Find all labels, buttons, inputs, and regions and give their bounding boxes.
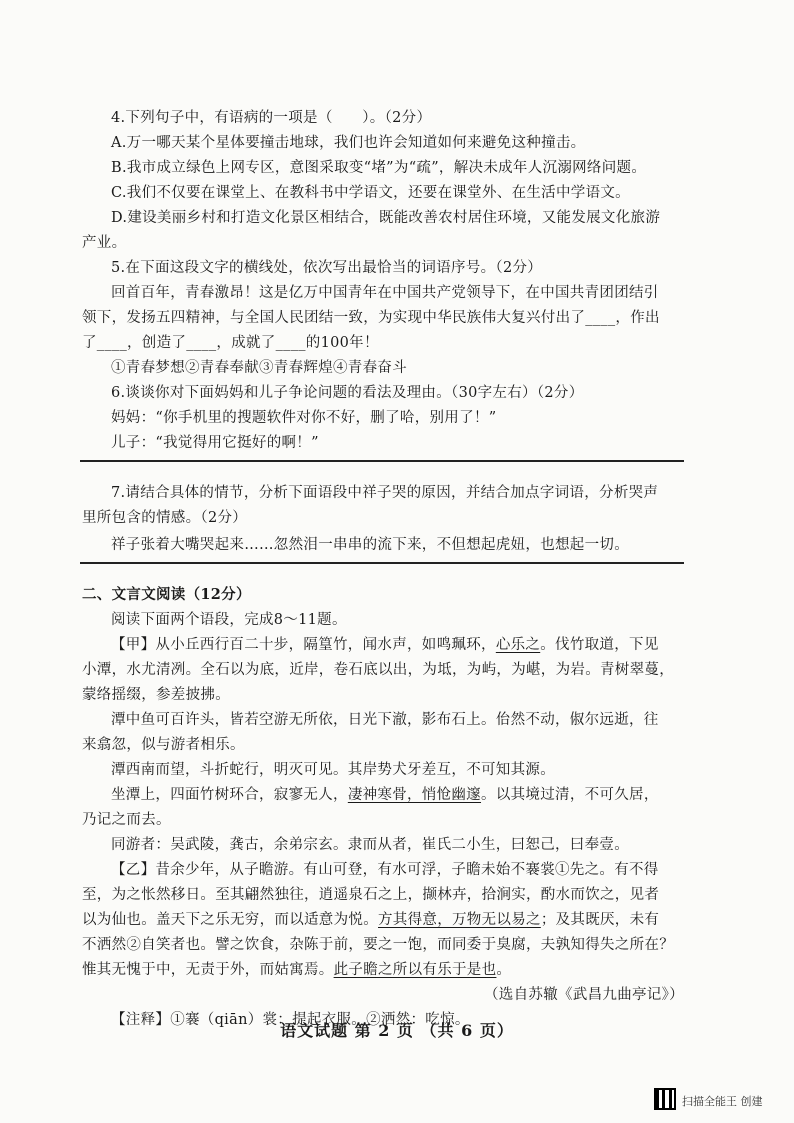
text-line: 妈妈：“你手机里的搜题软件对你不好，删了哈，别用了！”: [111, 410, 497, 426]
passage-jia-line-zuotan: [111, 788, 659, 803]
passage-yi-line3: [82, 913, 659, 928]
underlined-phrase: 此子瞻之所以有乐于是也: [333, 962, 497, 978]
text: 惟其无愧于中，无责于外，而姑寓焉。: [82, 962, 334, 978]
text-line: 来翕忽，似与游者相乐。: [82, 737, 245, 753]
text-line: 5.在下面这段文字的横线处，依次写出最恰当的词语序号。（2分）: [111, 260, 543, 276]
text-line: 【注释】①褰（qiān）裳：提起衣服。②洒然：吃惊。: [111, 1012, 470, 1028]
text: 。伐竹取道，下见: [540, 637, 659, 653]
text: 【甲】从小丘西行百二十步，隔篁竹，闻水声，如鸣珮环，: [111, 637, 496, 653]
scanner-watermark: 扫描全能王 创建: [682, 1095, 763, 1108]
qr-code-icon: [654, 1088, 676, 1110]
text-line: 乃记之而去。: [82, 812, 171, 828]
text-line: 蒙络摇缀，参差披拂。: [82, 687, 230, 703]
underlined-phrase: 方其得意，万物无以易之: [378, 912, 541, 928]
text-line: ①青春梦想②青春奉献③青春辉煌④青春奋斗: [111, 360, 407, 376]
page-footer: 语文试题 第 2 页 （共 6 页）: [280, 1021, 514, 1040]
text-line: B.我市成立绿色上网专区，意图采取变“堵”为“疏”，解决未成年人沉溺网络问题。: [111, 160, 647, 176]
text-line: 潭中鱼可百许头，皆若空游无所依，日光下澈，影布石上。佁然不动，俶尔远逝，往: [111, 712, 659, 728]
text: 。: [496, 962, 512, 978]
text-line: 潭西南而望，斗折蛇行，明灭可见。其岸势犬牙差互，不可知其源。: [111, 762, 555, 778]
text-line: A.万一哪天某个星体要撞击地球，我们也许会知道如何来避免这种撞击。: [111, 135, 586, 151]
text-line: （选自苏辙《武昌九曲亭记》）: [484, 987, 684, 1003]
text-line: 4.下列句子中，有语病的一项是（ ）。（2分）: [111, 110, 432, 126]
passage-jia-line1: [111, 638, 659, 653]
text-line: 产业。: [82, 235, 127, 251]
text-line: 至，为之怅然移日。至其翩然独往，逍遥泉石之上，撷林卉，拾涧实，酌水而饮之，见者: [82, 887, 660, 903]
text-line: 二、文言文阅读（12分）: [82, 586, 251, 603]
text-line: 阅读下面两个语段，完成8～11题。: [111, 612, 347, 628]
passage-yi-line5: [82, 963, 511, 978]
text-line: 6.谈谈你对下面妈妈和儿子争论问题的看法及理由。（30字左右）（2分）: [111, 385, 584, 401]
text: 。以其境过清，不可久居，: [481, 787, 659, 803]
text-line: 了____，创造了____，成就了____的100年！: [82, 335, 379, 351]
text-line: 7.请结合具体的情节，分析下面语段中祥子哭的原因，并结合加点字词语，分析哭声: [111, 485, 659, 501]
text-line: 回首百年，青春激昂！这是亿万中国青年在中国共产党领导下，在中国共青团团结引: [111, 285, 659, 301]
answer-line-q7: [80, 562, 684, 564]
text-line: 祥子张着大嘴哭起来……忽然泪一串串的流下来，不但想起虎妞，也想起一切。: [111, 537, 629, 553]
text-line: 领下，发扬五四精神，与全国人民团结一致，为实现中华民族伟大复兴付出了____，作出: [82, 310, 660, 326]
text-line: C.我们不仅要在课堂上、在教科书中学语文，还要在课堂外、在生活中学语文。: [111, 185, 630, 201]
text-line: 不洒然②自笑者也。譬之饮食，杂陈于前，要之一饱，而同委于臭腐，夫孰知得失之所在？: [82, 937, 674, 953]
underlined-phrase: 心乐之: [495, 637, 541, 653]
text: 以为仙也。盖天下之乐无穷，而以适意为悦。: [82, 912, 378, 928]
text: 坐潭上，四面竹树环合，寂寥无人，: [111, 787, 348, 803]
text-line: D.建设美丽乡村和打造文化景区相结合，既能改善农村居住环境，又能发展文化旅游: [111, 210, 661, 226]
text: ；及其既厌，未有: [540, 912, 660, 928]
text-line: 小潭，水尤清冽。全石以为底，近岸，卷石底以出，为坻，为屿，为嵁，为岩。青树翠蔓，: [82, 662, 674, 678]
text-line: 同游者：吴武陵，龚古，余弟宗玄。隶而从者，崔氏二小生，曰恕己，曰奉壹。: [111, 837, 629, 853]
underlined-phrase: 凄神寒骨，悄怆幽邃: [347, 787, 482, 803]
answer-line-q6: [80, 460, 684, 462]
text-line: 儿子：“我觉得用它挺好的啊！”: [111, 435, 319, 451]
text-line: 里所包含的情感。（2分）: [82, 510, 248, 526]
text-line: 【乙】昔余少年，从子瞻游。有山可登，有水可浮，子瞻未始不褰裳①先之。有不得: [111, 862, 659, 878]
